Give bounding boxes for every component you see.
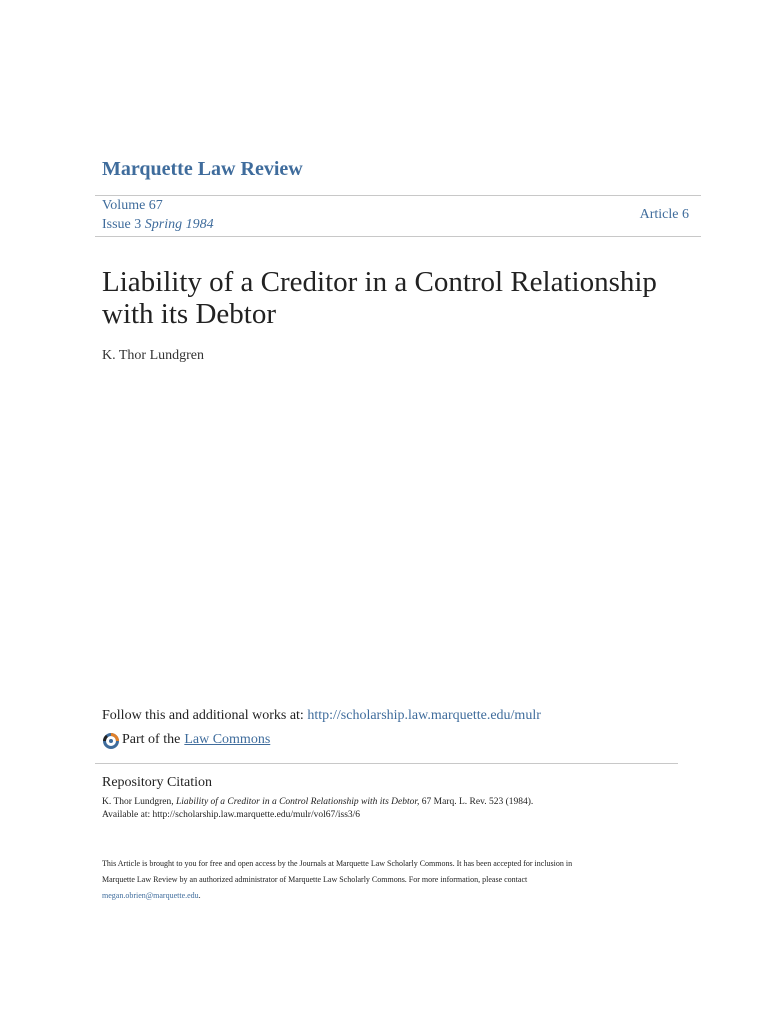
footer-line-2: Marquette Law Review by an authorized administrator of Marquette Law Scholarly Commons. For more information, please contact: [102, 875, 528, 884]
footer-notice: [102, 856, 662, 904]
citation-block: [102, 796, 533, 822]
citation-ref: 67 Marq. L. Rev. 523 (1984).: [421, 797, 534, 807]
follow-url-link[interactable]: http://scholarship.law.marquette.edu/mulr: [307, 708, 541, 723]
issue-number[interactable]: Issue 3: [102, 217, 142, 232]
issue-line[interactable]: [102, 217, 214, 233]
citation-author: K. Thor Lundgren,: [102, 797, 174, 807]
follow-line: [102, 708, 541, 724]
citation-line: [102, 796, 533, 809]
header-bottom-divider: [95, 236, 701, 237]
law-commons-link[interactable]: Law Commons: [184, 732, 271, 747]
follow-text: Follow this and additional works at:: [102, 708, 304, 723]
contact-email-link[interactable]: megan.obrien@marquette.edu: [102, 891, 199, 900]
footer-line-1: This Article is brought to you for free and open access by the Journals at Marquette Law Scholarly Commons. It has been accepted for inclusion in: [102, 859, 573, 868]
citation-divider: [95, 763, 678, 764]
article-title: Liability of a Creditor in a Control Relationship with its Debtor: [102, 266, 657, 330]
part-of-text: Part of the: [122, 732, 181, 747]
article-number[interactable]: Article 6: [639, 207, 689, 222]
footer-period: .: [198, 891, 201, 900]
footer-line-3: [102, 888, 662, 904]
commons-logo-icon[interactable]: [102, 731, 120, 749]
part-of-line: [102, 731, 270, 749]
volume-link[interactable]: Volume 67: [102, 198, 163, 213]
article-author: K. Thor Lundgren: [102, 348, 204, 363]
citation-title: Liability of a Creditor in a Control Relationship with its Debtor,: [175, 797, 420, 807]
citation-available: Available at: http://scholarship.law.marquette.edu/mulr/vol67/iss3/6: [102, 810, 361, 820]
issue-season[interactable]: Spring 1984: [144, 217, 214, 232]
journal-title[interactable]: Marquette Law Review: [102, 158, 303, 180]
repository-citation-heading: Repository Citation: [102, 775, 213, 790]
header-top-divider: [95, 195, 701, 196]
